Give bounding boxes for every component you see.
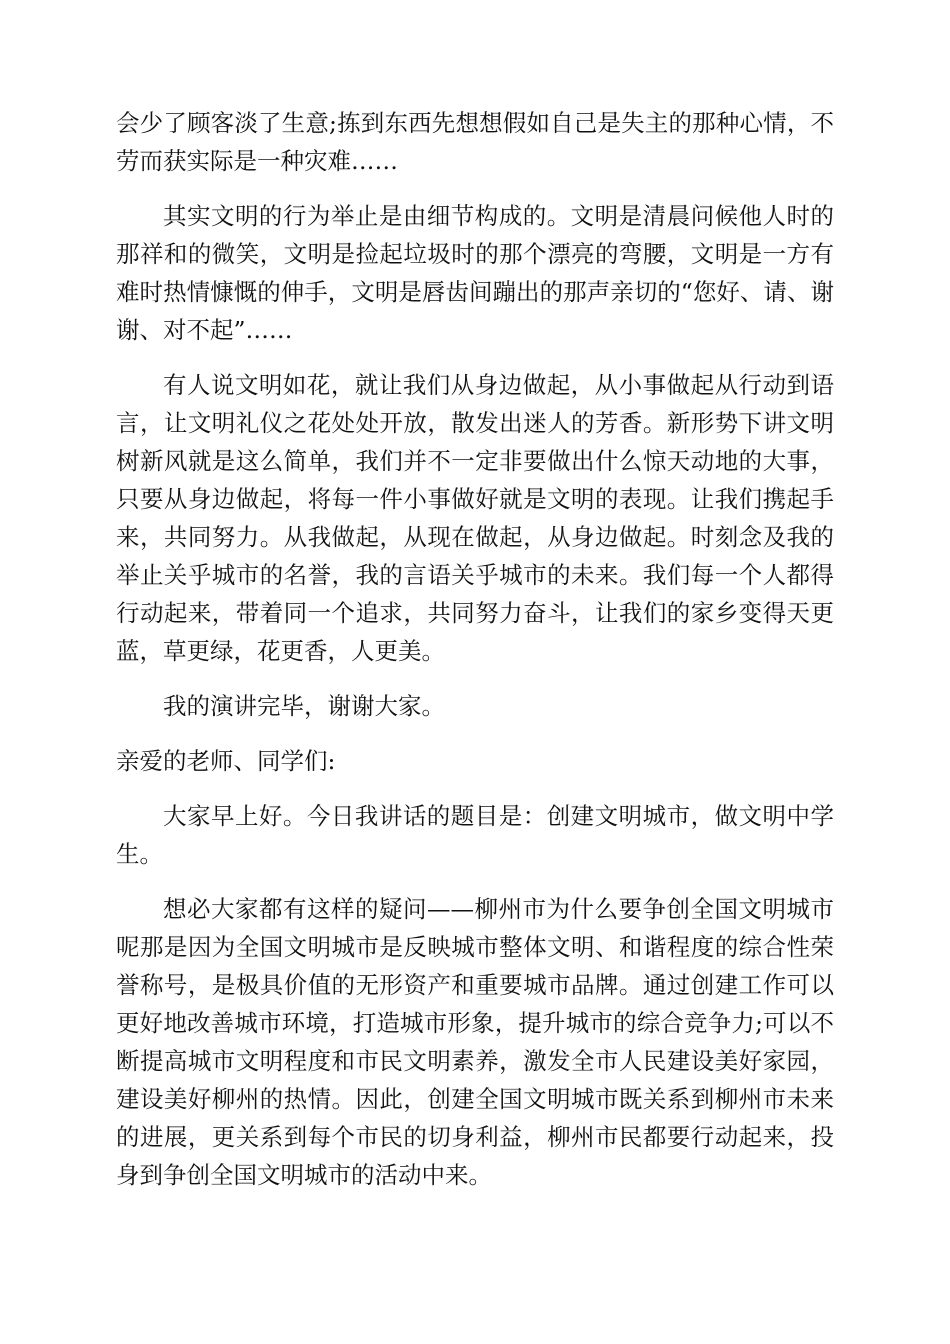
paragraph-2: 其实文明的行为举止是由细节构成的。文明是清晨问候他人时的那祥和的微笑，文明是捡起垃圾时的那个漂亮的弯腰，文明是一方有难时热情慷慨的伸手，文明是唇齿间蹦出的那声亲切的“您好、请、谢谢、对不起”……	[116, 202, 834, 344]
paragraph-3: 有人说文明如花，就让我们从身边做起，从小事做起从行动到语言，让文明礼仪之花处处开放，散发出迷人的芳香。新形势下讲文明树新风就是这么简单，我们并不一定非要做出什么惊天动地的大事，只要从身边做起，将每一件小事做好就是文明的表现。让我们携起手来，共同努力。从我做起，从现在做起，从身边做起。时刻念及我的举止关乎城市的名誉，我的言语关乎城市的未来。我们每一个人都得行动起来，带着同一个追求，共同努力奋斗，让我们的家乡变得天更蓝，草更绿，花更香，人更美。	[116, 371, 834, 665]
paragraph-greeting: 大家早上好。今日我讲话的题目是：创建文明城市，做文明中学生。	[116, 802, 834, 868]
paragraph-1: 会少了顾客淡了生意;拣到东西先想想假如自己是失主的那种心情，不劳而获实际是一种灾难……	[116, 109, 834, 175]
salutation: 亲爱的老师、同学们:	[116, 747, 336, 775]
document-body	[116, 104, 834, 1211]
paragraph-body: 想必大家都有这样的疑问——柳州市为什么要争创全国文明城市呢那是因为全国文明城市是反映城市整体文明、和谐程度的综合性荣誉称号，是极具价值的无形资产和重要城市品牌。通过创建工作可以更好地改善城市环境，打造城市形象，提升城市的综合竞争力;可以不断提高城市文明程度和市民文明素养，激发全市人民建设美好家园，建设美好柳州的热情。因此，创建全国文明城市既关系到柳州市未来的进展，更关系到每个市民的切身利益，柳州市民都要行动起来，投身到争创全国文明城市的活动中来。	[116, 895, 834, 1189]
paragraph-closing: 我的演讲完毕，谢谢大家。	[163, 692, 445, 720]
